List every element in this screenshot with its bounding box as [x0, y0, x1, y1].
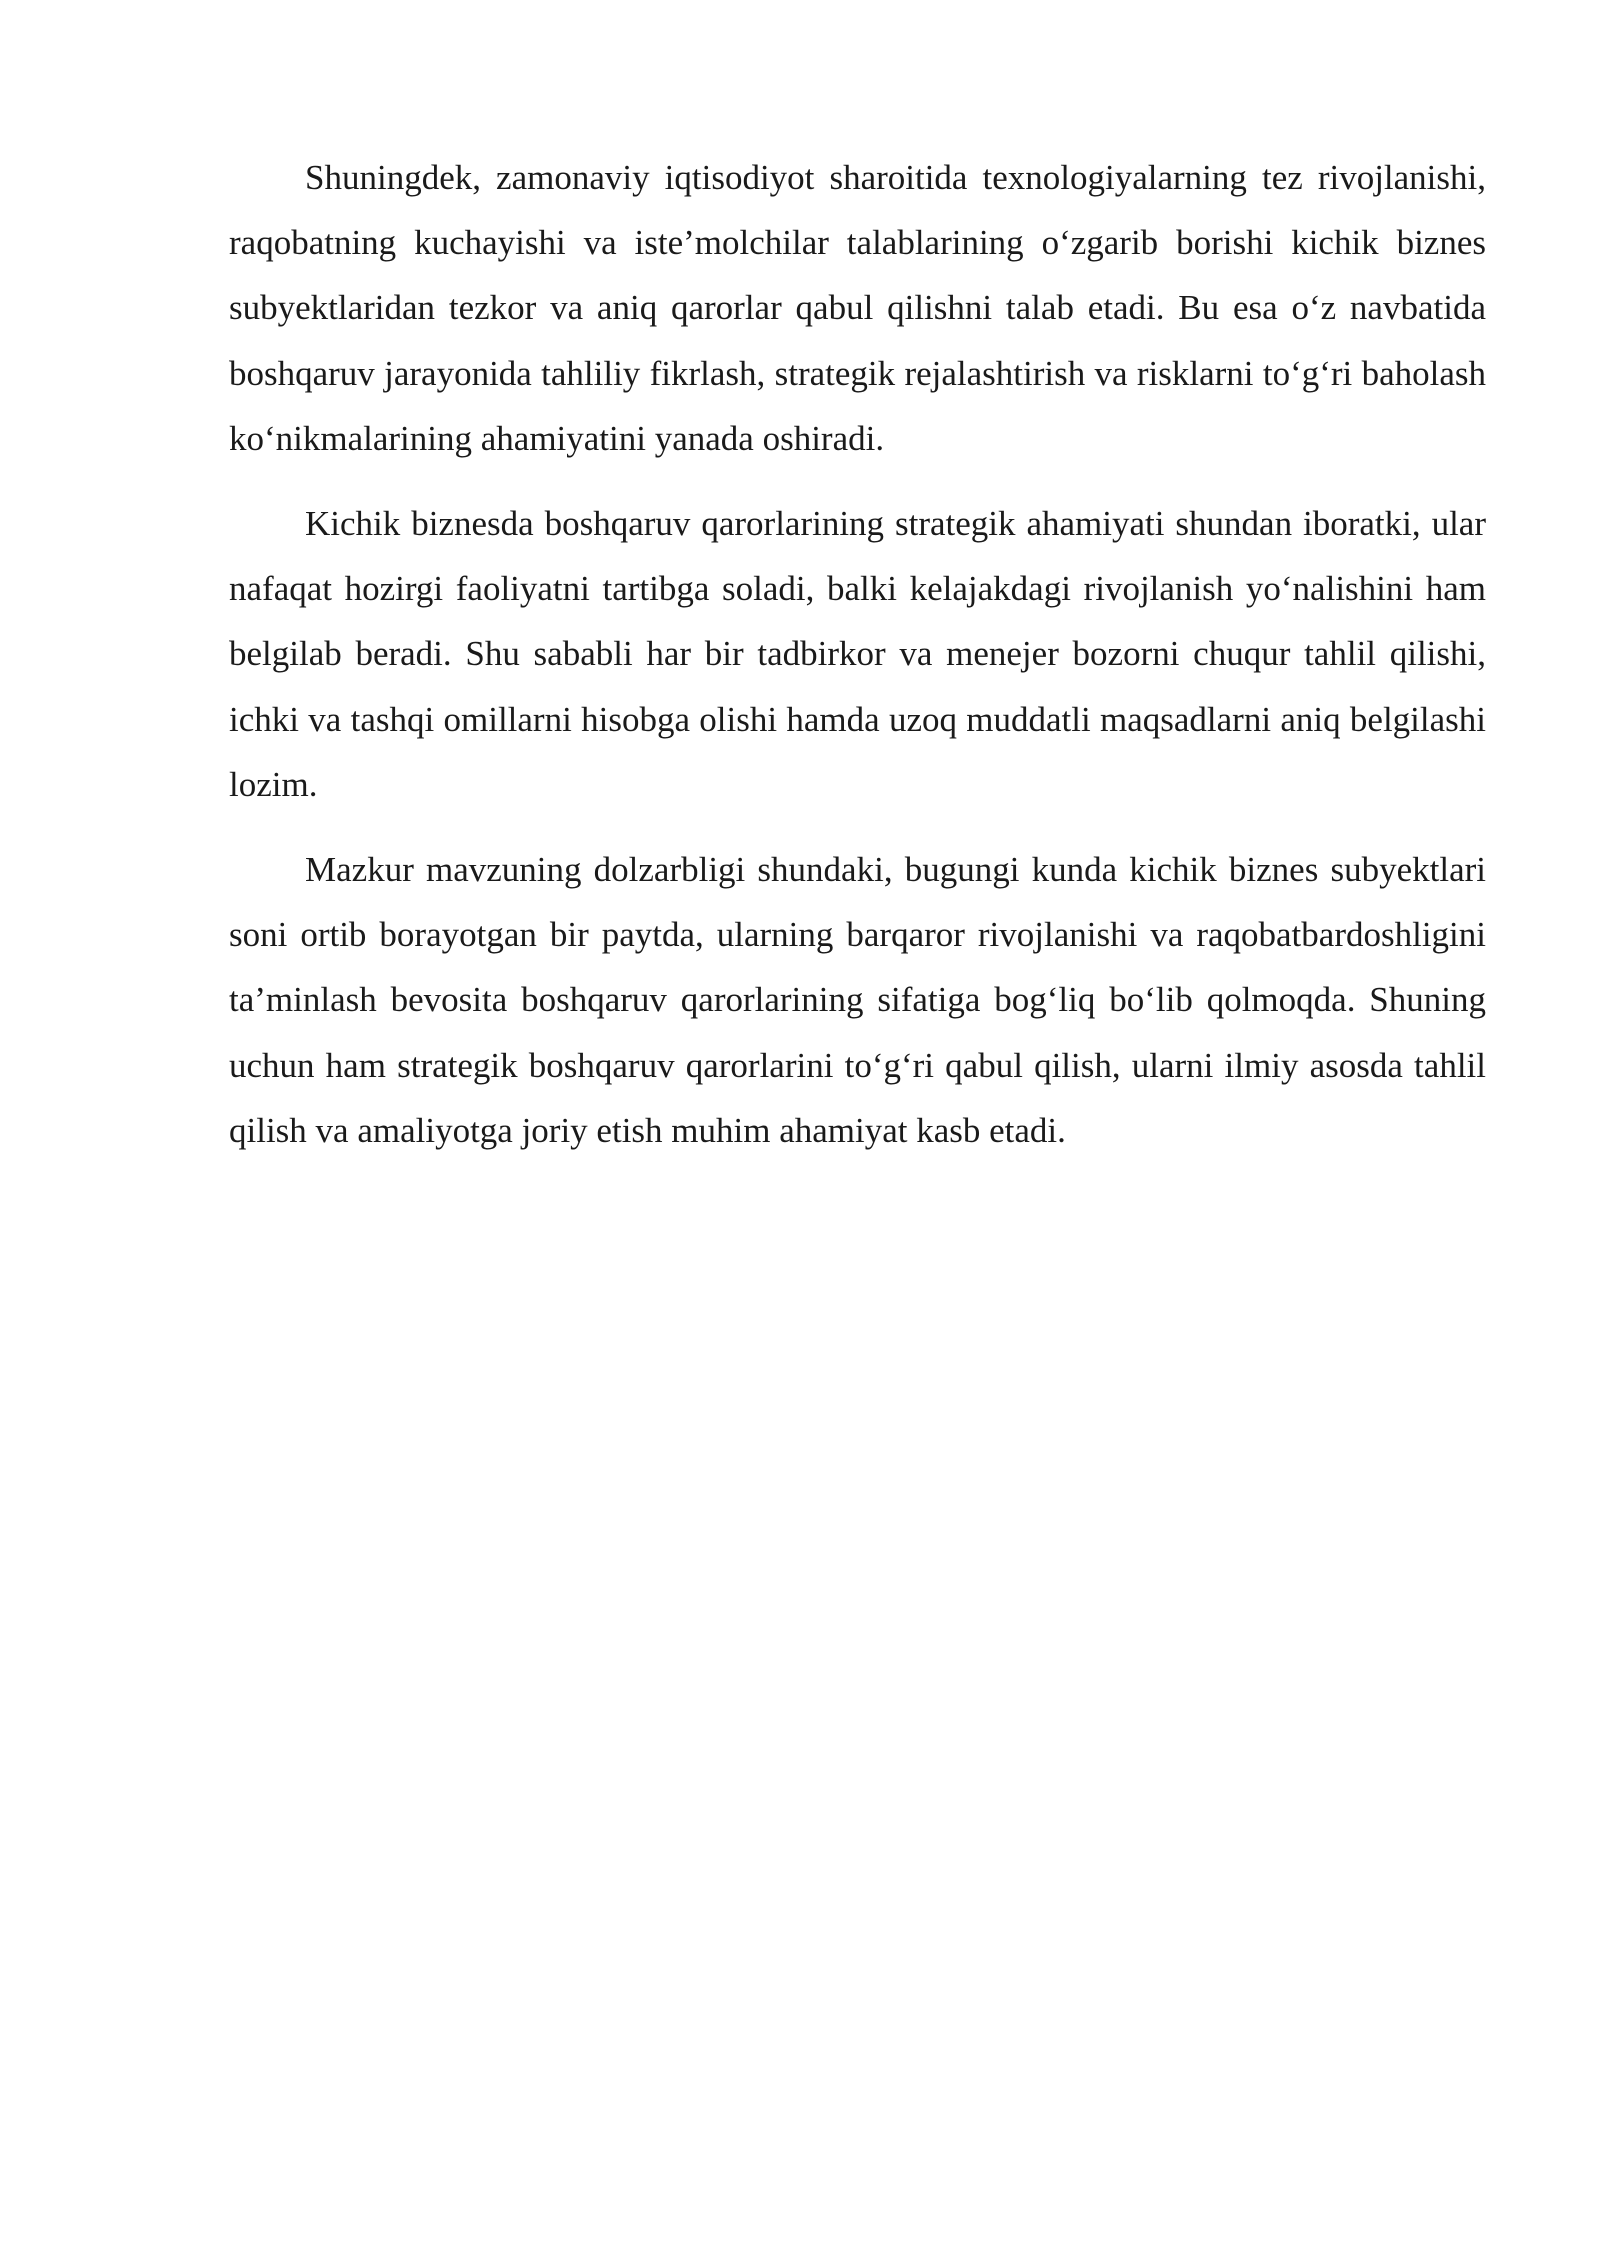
paragraph-1: Shuningdek, zamonaviy iqtisodiyot sharoitida texnologiyalarning tez rivojlanishi, raqobatning kuchayishi va iste’molchilar talablarining o‘zgarib borishi kichik biznes subyektlaridan tezkor va aniq qarorlar qabul qilishni talab etadi. Bu esa o‘z navbatida boshqaruv jarayonida tahliliy fikrlash, strategik rejalashtirish va risklarni to‘g‘ri baholash ko‘nikmalarining ahamiyatini yanada oshiradi.	[229, 158, 1486, 458]
document-body	[229, 145, 1486, 1183]
paragraph-2: Kichik biznesda boshqaruv qarorlarining strategik ahamiyati shundan iboratki, ular nafaqat hozirgi faoliyatni tartibga soladi, balki kelajakdagi rivojlanish yo‘nalishini ham belgilab beradi. Shu sababli har bir tadbirkor va menejer bozorni chuqur tahlil qilishi, ichki va tashqi omillarni hisobga olishi hamda uzoq muddatli maqsadlarni aniq belgilashi lozim.	[229, 504, 1486, 804]
paragraph-3: Mazkur mavzuning dolzarbligi shundaki, bugungi kunda kichik biznes subyektlari soni ortib borayotgan bir paytda, ularning barqaror rivojlanishi va raqobatbardoshligini ta’minlash bevosita boshqaruv qarorlarining sifatiga bog‘liq bo‘lib qolmoqda. Shuning uchun ham strategik boshqaruv qarorlarini to‘g‘ri qabul qilish, ularni ilmiy asosda tahlil qilish va amaliyotga joriy etish muhim ahamiyat kasb etadi.	[229, 850, 1486, 1150]
